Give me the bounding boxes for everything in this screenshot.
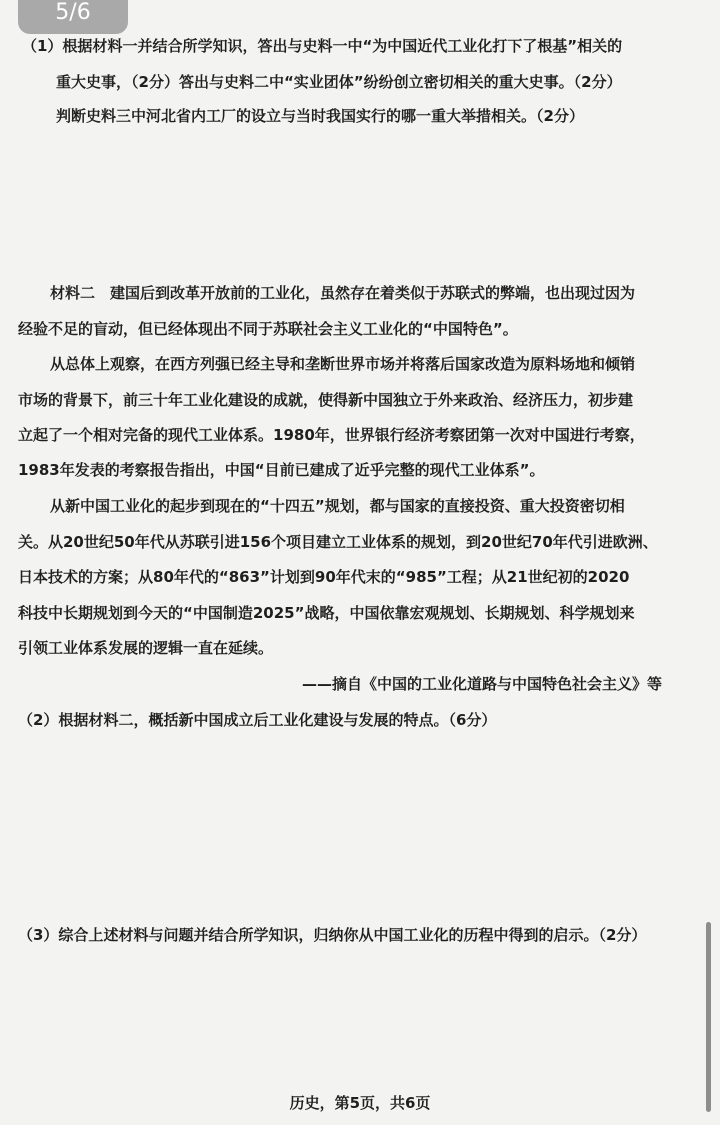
material-2-line-9: 日本技术的方案；从80年代的“863”计划到90年代末的“985”工程；从21世纪初的2020 [18, 568, 630, 586]
question-3: （3）综合上述材料与问题并结合所学知识，归纳你从中国工业化的历程中得到的启示。（2分） [18, 926, 647, 944]
material-2-line-7: 从新中国工业化的起步到现在的“十四五”规划，都与国家的直接投资、重大投资密切相 [50, 497, 625, 515]
material-2-line-10: 科技中长期规划到今天的“中国制造2025”战略，中国依靠宏观规划、长期规划、科学规划来 [18, 604, 635, 622]
material-2-line-6: 1983年发表的考察报告指出，中国“目前已建成了近乎完整的现代工业体系”。 [18, 461, 545, 479]
page-footer: 历史，第5页，共6页 [289, 1094, 431, 1112]
material-2-line-3: 从总体上观察，在西方列强已经主导和垄断世界市场并将落后国家改造为原料场地和倾销 [50, 355, 636, 373]
question-1-line-3: 判断史料三中河北省内工厂的设立与当时我国实行的哪一重大举措相关。（2分） [56, 107, 584, 125]
material-2-line-2: 经验不足的盲动，但已经体现出不同于苏联社会主义工业化的“中国特色”。 [18, 320, 518, 338]
material-2-line-11: 引领工业体系发展的逻辑一直在延续。 [18, 639, 274, 657]
material-2-source: ——摘自《中国的工业化道路与中国特色社会主义》等 [302, 675, 663, 693]
question-2: （2）根据材料二，概括新中国成立后工业化建设与发展的特点。（6分） [18, 711, 497, 729]
material-2-line-4: 市场的背景下，前三十年工业化建设的成就，使得新中国独立于外来政治、经济压力，初步建 [18, 391, 634, 409]
question-1-line-1: （1）根据材料一并结合所学知识，答出与史料一中“为中国近代工业化打下了根基”相关的 [22, 37, 623, 55]
material-2-line-5: 立起了一个相对完备的现代工业体系。1980年，世界银行经济考察团第一次对中国进行考察， [18, 426, 645, 444]
material-2-line-8: 关。从20世纪50年代从苏联引进156个项目建立工业体系的规划，到20世纪70年代引进欧洲、 [18, 533, 658, 551]
question-1-line-2: 重大史事，（2分）答出与史料二中“实业团体”纷纷创立密切相关的重大史事。（2分） [56, 73, 622, 91]
scrollbar[interactable] [706, 922, 711, 1112]
material-2-line-1: 材料二 建国后到改革开放前的工业化，虽然存在着类似于苏联式的弊端，也出现过因为 [50, 284, 636, 302]
page-counter: 5/6 [18, 0, 128, 34]
